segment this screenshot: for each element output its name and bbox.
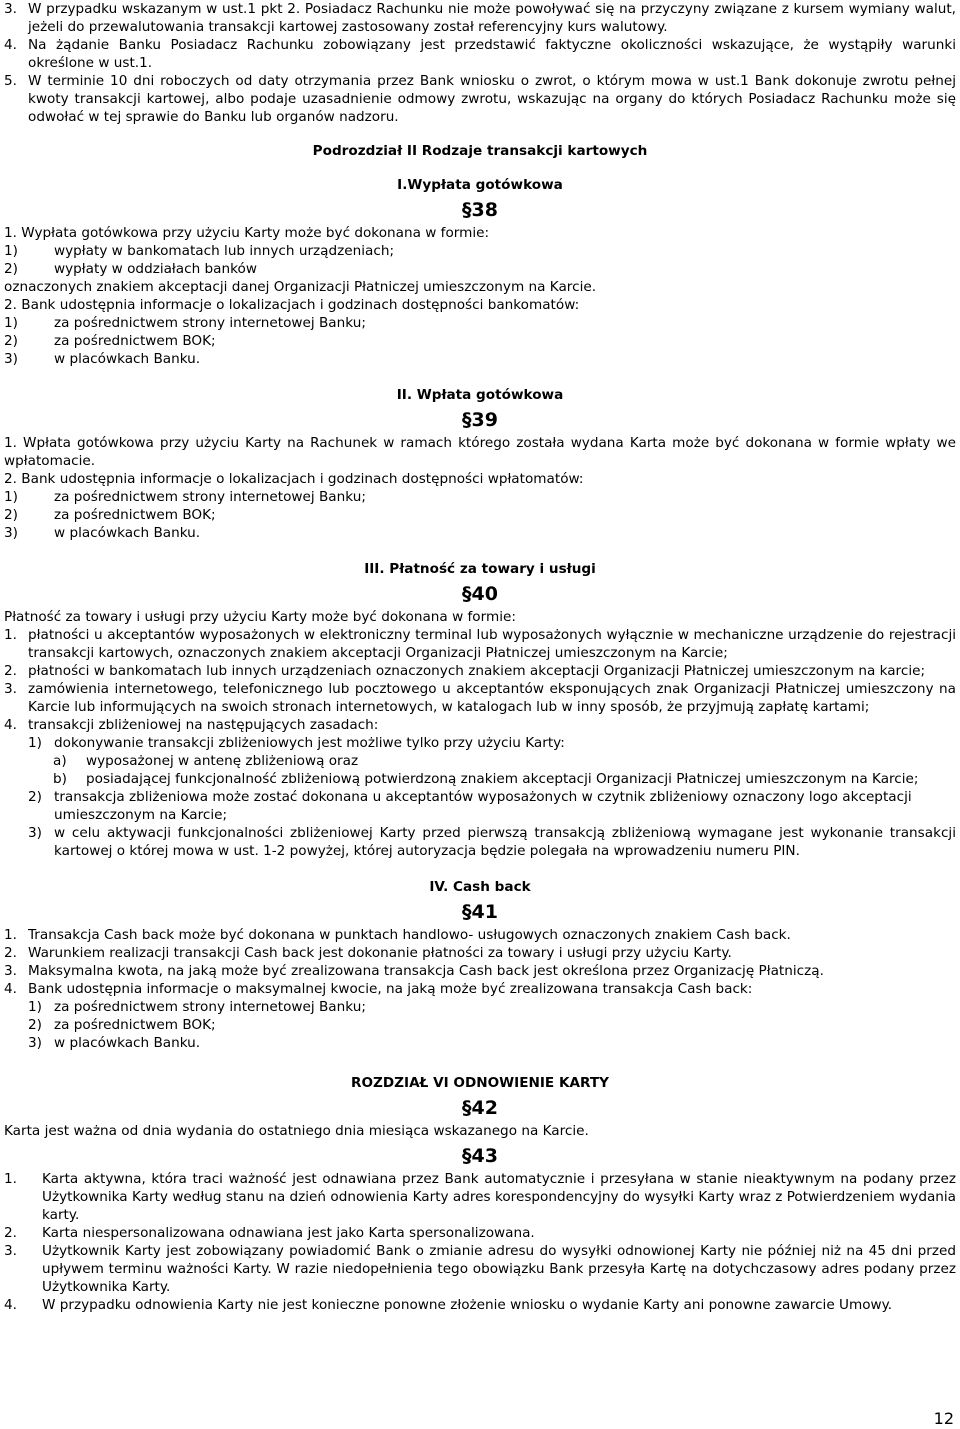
section-38-sign: §38 [462,199,498,221]
section-43-item-2 [4,1224,956,1242]
item-text: wypłaty w bankomatach lub innych urządzeniach; [54,243,395,259]
item-number: 3) [4,351,18,367]
section-40-item-1 [4,626,956,662]
item-number: 3. [4,963,17,979]
item-number: 4. [4,717,17,733]
section-38-tail: oznaczonych znakiem akceptacji danej Organizacji Płatniczej umieszczonym na Karcie. [4,279,597,295]
contactless-sub-b [4,770,956,788]
item-number: 1) [4,315,18,331]
section-38-sub-1 [4,314,956,332]
item-number: 2. [4,663,17,679]
item-text: płatności w bankomatach lub innych urządzeniach oznaczonych znakiem akceptacji Organizacji Płatniczej umieszczonym na karcie; [28,663,926,679]
section-39-heading: II. Wpłata gotówkowa [396,387,564,403]
item-text: posiadającej funkcjonalność zbliżeniową potwierdzoną znakiem akceptacji Organizacji Płatniczej umieszczonym na Karcie; [86,771,919,787]
section-38-p1: 1. Wypłata gotówkowa przy użyciu Karty może być dokonana w formie: [4,225,490,241]
item-text: Transakcja Cash back może być dokonana w punktach handlowo- usługowych oznaczonych znakiem Cash back. [28,927,791,943]
item-text: za pośrednictwem strony internetowej Banku; [54,315,366,331]
intro-section [4,0,956,126]
item-number: 4. [4,981,17,997]
item-text: za pośrednictwem strony internetowej Banku; [54,489,366,505]
paragraph-text: W przypadku wskazanym w ust.1 pkt 2. Posiadacz Rachunku nie może powoływać się na przyczyny związane z kursem wymiany walut, jeżeli do przewalutowania transakcji kartowej zastosowany został referencyjny kurs walutowy. [28,1,956,35]
item-text: dokonywanie transakcji zbliżeniowych jest możliwe tylko przy użyciu Karty: [54,735,565,751]
section-38-p2: 2. Bank udostępnia informacje o lokalizacjach i godzinach dostępności bankomatów: [4,297,580,313]
section-43-item-3 [4,1242,956,1296]
item-text: Maksymalna kwota, na jaką może być zrealizowana transakcja Cash back jest określona przez Organizację Płatniczą. [28,963,824,979]
contactless-sub-a [4,752,956,770]
item-text: wypłaty w oddziałach banków [54,261,257,277]
paragraph-text: W terminie 10 dni roboczych od daty otrzymania przez Bank wniosku o zwrot, o którym mowa w ust.1 Bank dokonuje zwrotu pełnej kwoty transakcji kartowej, albo podaje uzasadnienie odmowy zwrotu, wskazując na organy do których Posiadacz Rachunku może się odwołać w tej sprawie do Banku lub organów nadzoru. [28,73,956,125]
section-43-sign: §43 [462,1145,498,1167]
item-number: 1) [4,489,18,505]
page-number: 12 [933,1409,954,1428]
item-text: Karta aktywna, która traci ważność jest odnawiana przez Bank automatycznie i przesyłana w stanie nieaktywnym na podany przez Użytkownika Karty według stanu na dzień odnowienia Karty adres korespondencyjny do wysyłki Karty wraz z Potwierdzeniem wydania karty. [42,1171,956,1223]
section-41-sign: §41 [462,901,498,923]
item-number: 3) [28,825,42,841]
item-number: 1. [4,627,17,643]
item-number: 1) [4,243,18,259]
intro-paragraph-4 [4,36,956,72]
section-41-sub-1 [4,998,956,1016]
subchapter-title: Podrozdział II Rodzaje transakcji kartowych [312,143,648,159]
section-38-sub-2 [4,332,956,350]
item-text: w placówkach Banku. [54,525,201,541]
paragraph-number: 4. [4,37,17,53]
section-41-item-2 [4,944,956,962]
section-39-p1: 1. Wpłata gotówkowa przy użyciu Karty na Rachunek w ramach którego została wydana Karta może być dokonana w formie wpłaty we wpłatomacie. [4,435,956,469]
section-39-sub-3 [4,524,956,542]
item-text: transakcja zbliżeniowa może zostać dokonana u akceptantów wyposażonych w czytnik zbliżeniowy oznaczony logo akceptacji umieszczonym na Karcie; [54,789,912,823]
chapter-6-heading: ROZDZIAŁ VI ODNOWIENIE KARTY [351,1075,609,1091]
section-39-p2: 2. Bank udostępnia informacje o lokalizacjach i godzinach dostępności wpłatomatów: [4,471,584,487]
section-38-sub-3 [4,350,956,368]
item-number: 2. [4,1225,17,1241]
section-41-item-4 [4,980,956,998]
item-number: b) [53,771,67,787]
item-number: 2) [4,333,18,349]
item-number: 1) [28,735,42,751]
section-40-lead: Płatność za towary i usługi przy użyciu Karty może być dokonana w formie: [4,609,516,625]
section-41-item-3 [4,962,956,980]
contactless-item-3 [4,824,956,860]
item-number: 3. [4,681,17,697]
paragraph-text: Na żądanie Banku Posiadacz Rachunku zobowiązany jest przedstawić faktyczne okoliczności wskazujące, że wystąpiły warunki określone w ust.1. [28,37,956,71]
section-41-sub-2 [4,1016,956,1034]
item-text: w celu aktywacji funkcjonalności zbliżeniowej Karty przed pierwszą transakcją zbliżeniową wymagane jest wykonanie transakcji kartowej o której mowa w ust. 1-2 powyżej, której autoryzacja będzie polegała na wprowadzeniu numeru PIN. [54,825,956,859]
section-39-sign: §39 [462,409,498,431]
contactless-item-1 [4,734,956,752]
section-41-sub-3 [4,1034,956,1052]
item-number: 4. [4,1297,17,1313]
item-text: W przypadku odnowienia Karty nie jest konieczne ponowne złożenie wniosku o wydanie Karty ani ponowne zawarcie Umowy. [42,1297,893,1313]
item-number: 2) [4,507,18,523]
item-text: transakcji zbliżeniowej na następujących zasadach: [28,717,379,733]
item-number: 3. [4,1243,17,1259]
section-43-item-1 [4,1170,956,1224]
intro-paragraph-3 [4,0,956,36]
item-text: Karta niespersonalizowana odnawiana jest jako Karta spersonalizowana. [42,1225,535,1241]
paragraph-number: 3. [4,1,17,17]
item-text: w placówkach Banku. [54,351,201,367]
section-38-item-1 [4,242,956,260]
item-text: za pośrednictwem strony internetowej Banku; [54,999,366,1015]
section-40-item-3 [4,680,956,716]
section-39-sub-1 [4,488,956,506]
item-text: Bank udostępnia informacje o maksymalnej kwocie, na jaką może być zrealizowana transakcja Cash back: [28,981,753,997]
section-39-sub-2 [4,506,956,524]
item-text: w placówkach Banku. [54,1035,201,1051]
section-40-item-2 [4,662,956,680]
contactless-item-2 [4,788,956,824]
paragraph-number: 5. [4,73,17,89]
section-40-heading: III. Płatność za towary i usługi [364,561,596,577]
section-38-heading: I.Wypłata gotówkowa [397,177,563,193]
section-42-sign: §42 [462,1097,498,1119]
item-text: za pośrednictwem BOK; [54,333,216,349]
item-number: 2) [4,261,18,277]
intro-paragraph-5 [4,72,956,126]
item-text: za pośrednictwem BOK; [54,507,216,523]
item-number: 2. [4,945,17,961]
item-text: wyposażonej w antenę zbliżeniową oraz [86,753,359,769]
section-41-heading: IV. Cash back [429,879,531,895]
item-number: a) [53,753,67,769]
section-38-item-2 [4,260,956,278]
section-41-item-1 [4,926,956,944]
item-text: zamówienia internetowego, telefonicznego lub pocztowego u akceptantów eksponujących znak Organizacji Płatniczej umieszczony na Karcie lub informujących na swoich stronach internetowych, w katalogach lub w inny sposób, że przyjmują zapłatę kartami; [28,681,956,715]
item-text: za pośrednictwem BOK; [54,1017,216,1033]
section-40-item-4 [4,716,956,734]
item-number: 1. [4,1171,17,1187]
item-number: 3) [4,525,18,541]
item-number: 2) [28,1017,42,1033]
section-42-text: Karta jest ważna od dnia wydania do ostatniego dnia miesiąca wskazanego na Karcie. [4,1123,589,1139]
section-43-item-4 [4,1296,956,1314]
item-number: 1. [4,927,17,943]
item-text: płatności u akceptantów wyposażonych w elektroniczny terminal lub wyposażonych wyłącznie w mechaniczne urządzenie do rejestracji transakcji kartowych, oznaczonych znakiem akceptacji Organizacji Płatniczej umieszczonym na Karcie; [28,627,956,661]
item-number: 2) [28,789,42,805]
item-text: Użytkownik Karty jest zobowiązany powiadomić Bank o zmianie adresu do wysyłki odnowionej Karty nie później niż na 45 dni przed upływem terminu ważności Karty. W razie niedopełnienia tego obowiązku Bank przesyła Kartę na dotychczasowy adres podany przez Użytkownika Karty. [42,1243,956,1295]
item-text: Warunkiem realizacji transakcji Cash back jest dokonanie płatności za towary i usługi przy użyciu Karty. [28,945,732,961]
item-number: 1) [28,999,42,1015]
item-number: 3) [28,1035,42,1051]
section-40-sign: §40 [462,583,498,605]
